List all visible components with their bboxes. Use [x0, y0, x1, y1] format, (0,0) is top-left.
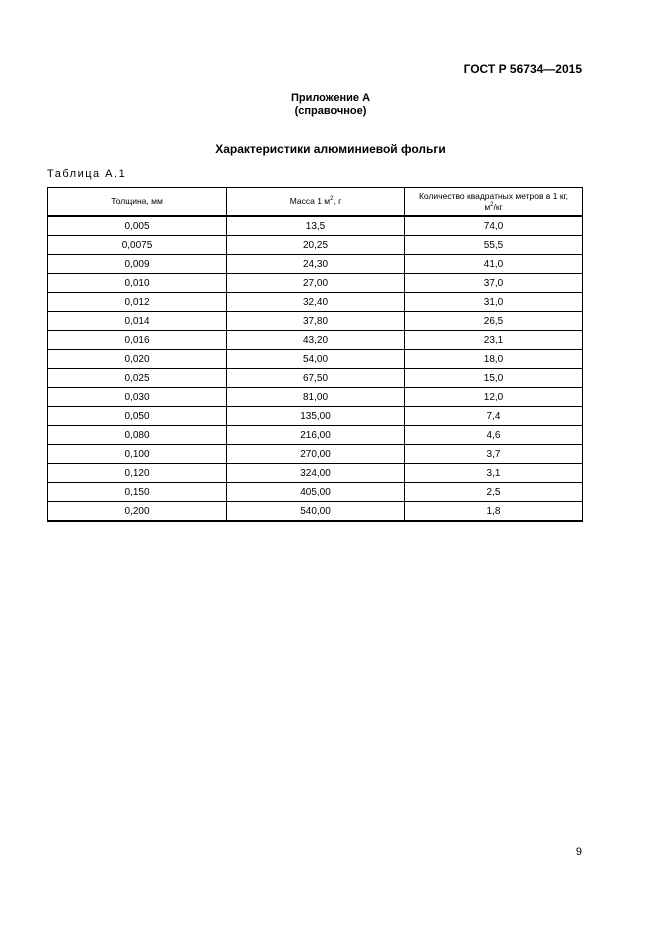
table-row	[48, 426, 583, 445]
table-row	[48, 255, 583, 274]
section-title: Характеристики алюминиевой фольги	[215, 142, 446, 156]
cell-thickness: 0,0075	[48, 236, 227, 255]
table-row	[48, 236, 583, 255]
header-thickness	[48, 188, 227, 217]
cell-mass: 13,5	[227, 216, 405, 236]
cell-mass: 24,30	[227, 255, 405, 274]
table-row	[48, 312, 583, 331]
cell-thickness: 0,010	[48, 274, 227, 293]
cell-thickness: 0,020	[48, 350, 227, 369]
cell-thickness: 0,200	[48, 502, 227, 522]
cell-mass: 27,00	[227, 274, 405, 293]
cell-area: 74,0	[405, 216, 583, 236]
cell-area: 37,0	[405, 274, 583, 293]
cell-area: 26,5	[405, 312, 583, 331]
annex-title: Приложение А	[290, 92, 371, 104]
annex-heading	[0, 92, 661, 118]
cell-thickness: 0,150	[48, 483, 227, 502]
cell-mass: 43,20	[227, 331, 405, 350]
cell-thickness: 0,016	[48, 331, 227, 350]
annex-status: (справочное)	[294, 105, 367, 117]
cell-area: 2,5	[405, 483, 583, 502]
table-row	[48, 502, 583, 522]
table-row	[48, 350, 583, 369]
table-row	[48, 369, 583, 388]
table-row	[48, 274, 583, 293]
table-row	[48, 293, 583, 312]
cell-mass: 67,50	[227, 369, 405, 388]
header-area-label: Количество квадратных метров в 1 кг,	[418, 190, 569, 201]
cell-mass: 135,00	[227, 407, 405, 426]
table-row	[48, 464, 583, 483]
foil-characteristics-table	[47, 187, 583, 522]
table-row	[48, 407, 583, 426]
header-area	[405, 188, 583, 217]
cell-thickness: 0,050	[48, 407, 227, 426]
cell-mass: 37,80	[227, 312, 405, 331]
cell-area: 4,6	[405, 426, 583, 445]
cell-mass: 20,25	[227, 236, 405, 255]
cell-mass: 32,40	[227, 293, 405, 312]
header-mass-suffix: , г	[333, 196, 342, 206]
header-thickness-label: Толщина, мм	[111, 196, 163, 206]
cell-area: 23,1	[405, 331, 583, 350]
cell-thickness: 0,100	[48, 445, 227, 464]
header-mass-superscript: 2	[330, 196, 334, 203]
table-caption: Таблица А.1	[47, 168, 127, 180]
cell-thickness: 0,014	[48, 312, 227, 331]
cell-thickness: 0,080	[48, 426, 227, 445]
cell-mass: 81,00	[227, 388, 405, 407]
table-row	[48, 216, 583, 236]
cell-area: 18,0	[405, 350, 583, 369]
cell-mass: 216,00	[227, 426, 405, 445]
cell-thickness: 0,120	[48, 464, 227, 483]
page-number: 9	[575, 846, 582, 858]
cell-thickness: 0,012	[48, 293, 227, 312]
cell-area: 31,0	[405, 293, 583, 312]
cell-mass: 405,00	[227, 483, 405, 502]
cell-area: 55,5	[405, 236, 583, 255]
cell-mass: 54,00	[227, 350, 405, 369]
header-area-superscript: 2	[490, 201, 494, 208]
cell-mass: 324,00	[227, 464, 405, 483]
cell-area: 3,7	[405, 445, 583, 464]
cell-area: 41,0	[405, 255, 583, 274]
header-mass-label: Масса 1 м	[289, 196, 331, 206]
cell-area: 12,0	[405, 388, 583, 407]
table-row	[48, 331, 583, 350]
table-row	[48, 388, 583, 407]
cell-area: 7,4	[405, 407, 583, 426]
table-row	[48, 445, 583, 464]
header-mass	[227, 188, 405, 217]
table-header-row	[48, 188, 583, 217]
standard-designation: ГОСТ Р 56734—2015	[463, 62, 582, 76]
header-area-unit: м	[484, 201, 491, 212]
cell-thickness: 0,009	[48, 255, 227, 274]
header-area-suffix: /кг	[493, 201, 503, 212]
cell-mass: 540,00	[227, 502, 405, 522]
cell-mass: 270,00	[227, 445, 405, 464]
cell-thickness: 0,025	[48, 369, 227, 388]
cell-thickness: 0,005	[48, 216, 227, 236]
table-row	[48, 483, 583, 502]
cell-area: 15,0	[405, 369, 583, 388]
cell-area: 3,1	[405, 464, 583, 483]
cell-area: 1,8	[405, 502, 583, 522]
cell-thickness: 0,030	[48, 388, 227, 407]
